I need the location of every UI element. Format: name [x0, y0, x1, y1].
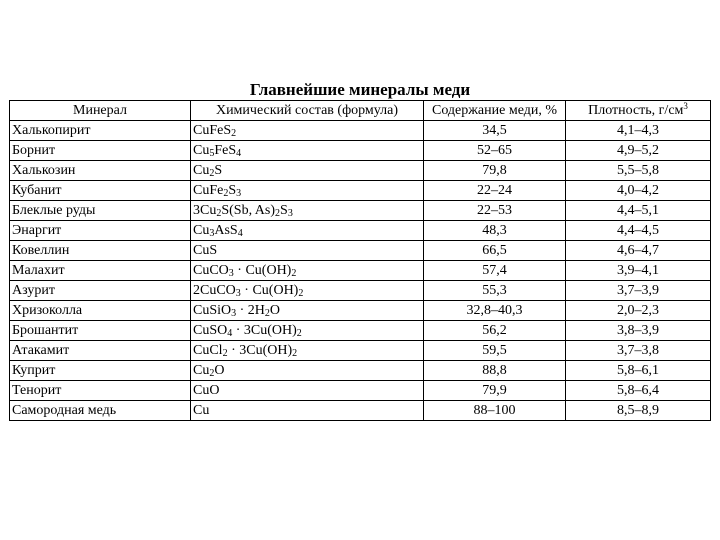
- cell-mineral: Хризоколла: [10, 301, 191, 321]
- header-row: [10, 101, 711, 121]
- cell-formula: [191, 141, 424, 161]
- formula-subscript: 3: [231, 307, 237, 319]
- cell-density: 3,9–4,1: [566, 261, 711, 281]
- formula-subscript: 3: [236, 187, 242, 199]
- cell-formula: [191, 321, 424, 341]
- formula-text: CuS: [193, 242, 218, 258]
- header-density-label: Плотность, г/см: [588, 102, 684, 118]
- cell-copper-content: 59,5: [424, 341, 566, 361]
- cell-density: 3,7–3,9: [566, 281, 711, 301]
- cell-copper-content: 88,8: [424, 361, 566, 381]
- cell-density: 4,4–5,1: [566, 201, 711, 221]
- formula-text: AsS: [214, 222, 238, 238]
- cell-formula: [191, 341, 424, 361]
- cell-formula: [191, 381, 424, 401]
- table-row: [10, 181, 711, 201]
- cell-density: 8,5–8,9: [566, 401, 711, 421]
- formula-text: O: [269, 302, 281, 318]
- cell-formula: [191, 121, 424, 141]
- cell-copper-content: 22–24: [424, 181, 566, 201]
- table-row: [10, 281, 711, 301]
- cell-mineral: Самородная медь: [10, 401, 191, 421]
- formula-text: S: [228, 182, 237, 198]
- cell-copper-content: 22–53: [424, 201, 566, 221]
- cell-density: 5,5–5,8: [566, 161, 711, 181]
- formula-text: O: [214, 362, 225, 378]
- cell-mineral: Борнит: [10, 141, 191, 161]
- formula-subscript: 3: [287, 207, 293, 219]
- header-density-exponent: 3: [683, 100, 688, 111]
- table-row: [10, 161, 711, 181]
- formula-subscript: 2: [291, 267, 297, 279]
- formula-text: Cu: [193, 362, 210, 378]
- table-body: [10, 121, 711, 421]
- formula-subscript: 4: [236, 147, 242, 159]
- cell-formula: [191, 161, 424, 181]
- cell-mineral: Ковеллин: [10, 241, 191, 261]
- formula-text: CuCO: [193, 262, 229, 278]
- header-mineral: Минерал: [10, 101, 191, 121]
- table-row: [10, 381, 711, 401]
- cell-mineral: Брошантит: [10, 321, 191, 341]
- formula-text: CuCl: [193, 342, 223, 358]
- cell-copper-content: 79,8: [424, 161, 566, 181]
- cell-copper-content: 66,5: [424, 241, 566, 261]
- cell-density: 4,6–4,7: [566, 241, 711, 261]
- formula-text: S: [280, 202, 288, 218]
- formula-text: CuSiO: [193, 302, 232, 318]
- table-row: [10, 361, 711, 381]
- cell-density: 4,4–4,5: [566, 221, 711, 241]
- cell-density: 2,0–2,3: [566, 301, 711, 321]
- formula-text: Cu: [193, 142, 210, 158]
- formula-subscript: 5: [209, 147, 215, 159]
- formula-subscript: 3: [235, 287, 241, 299]
- table-title: Главнейшие минералы меди: [249, 80, 471, 99]
- cell-density: 4,1–4,3: [566, 121, 711, 141]
- cell-formula: [191, 201, 424, 221]
- formula-subscript: 2: [223, 187, 229, 199]
- formula-text: CuSO: [193, 322, 228, 338]
- cell-mineral: Халькозин: [10, 161, 191, 181]
- cell-density: 3,7–3,8: [566, 341, 711, 361]
- table-row: [10, 301, 711, 321]
- formula-text: CuO: [193, 382, 220, 398]
- cell-formula: [191, 401, 424, 421]
- cell-density: 5,8–6,4: [566, 381, 711, 401]
- formula-text: CuFe: [193, 182, 224, 198]
- formula-text: · Cu(OH): [240, 282, 299, 298]
- formula-subscript: 2: [231, 127, 237, 139]
- cell-density: 4,9–5,2: [566, 141, 711, 161]
- cell-copper-content: 56,2: [424, 321, 566, 341]
- cell-copper-content: 88–100: [424, 401, 566, 421]
- cell-mineral: Малахит: [10, 261, 191, 281]
- formula-subscript: 3: [209, 227, 215, 239]
- formula-subscript: 2: [292, 347, 298, 359]
- cell-formula: [191, 241, 424, 261]
- cell-copper-content: 57,4: [424, 261, 566, 281]
- formula-subscript: 2: [264, 307, 270, 319]
- formula-subscript: 2: [275, 207, 281, 219]
- cell-mineral: Халькопирит: [10, 121, 191, 141]
- formula-subscript: 2: [209, 367, 215, 379]
- table-row: [10, 201, 711, 221]
- cell-formula: [191, 181, 424, 201]
- table-row: [10, 321, 711, 341]
- formula-text: · 2H: [236, 302, 265, 318]
- formula-text: Cu: [193, 402, 210, 418]
- cell-formula: [191, 261, 424, 281]
- cell-mineral: Блеклые руды: [10, 201, 191, 221]
- cell-formula: [191, 361, 424, 381]
- cell-mineral: Азурит: [10, 281, 191, 301]
- header-density: [566, 101, 711, 121]
- formula-text: S(Sb, As): [221, 202, 276, 218]
- cell-density: 4,0–4,2: [566, 181, 711, 201]
- formula-text: S: [214, 162, 223, 178]
- header-formula: Химический состав (формула): [191, 101, 424, 121]
- formula-text: · 3Cu(OH): [227, 342, 293, 358]
- formula-text: FeS: [214, 142, 237, 158]
- table-row: [10, 261, 711, 281]
- formula-text: CuFeS: [193, 122, 232, 138]
- cell-copper-content: 52–65: [424, 141, 566, 161]
- minerals-table: [9, 100, 711, 421]
- cell-copper-content: 48,3: [424, 221, 566, 241]
- formula-text: · Cu(OH): [233, 262, 292, 278]
- cell-density: 5,8–6,1: [566, 361, 711, 381]
- cell-copper-content: 34,5: [424, 121, 566, 141]
- formula-subscript: 2: [298, 287, 304, 299]
- formula-subscript: 2: [296, 327, 302, 339]
- table-row: [10, 401, 711, 421]
- formula-subscript: 2: [222, 347, 228, 359]
- formula-subscript: 2: [216, 207, 222, 219]
- cell-mineral: Атакамит: [10, 341, 191, 361]
- formula-subscript: 3: [228, 267, 234, 279]
- cell-density: 3,8–3,9: [566, 321, 711, 341]
- table-row: [10, 141, 711, 161]
- table-row: [10, 221, 711, 241]
- cell-copper-content: 55,3: [424, 281, 566, 301]
- table-row: [10, 341, 711, 361]
- formula-subscript: 4: [237, 227, 243, 239]
- cell-mineral: Тенорит: [10, 381, 191, 401]
- table-row: [10, 121, 711, 141]
- formula-subscript: 4: [227, 327, 233, 339]
- cell-mineral: Куприт: [10, 361, 191, 381]
- formula-text: Cu: [193, 162, 210, 178]
- cell-mineral: Кубанит: [10, 181, 191, 201]
- table-row: [10, 241, 711, 261]
- header-copper-content: Содержание меди, %: [424, 101, 566, 121]
- formula-text: Cu: [193, 222, 210, 238]
- formula-text: 3Cu: [193, 202, 217, 218]
- cell-copper-content: 32,8–40,3: [424, 301, 566, 321]
- formula-text: 2CuCO: [193, 282, 236, 298]
- formula-subscript: 2: [209, 167, 215, 179]
- cell-formula: [191, 281, 424, 301]
- formula-text: · 3Cu(OH): [232, 322, 297, 338]
- cell-copper-content: 79,9: [424, 381, 566, 401]
- cell-formula: [191, 221, 424, 241]
- cell-mineral: Энаргит: [10, 221, 191, 241]
- cell-formula: [191, 301, 424, 321]
